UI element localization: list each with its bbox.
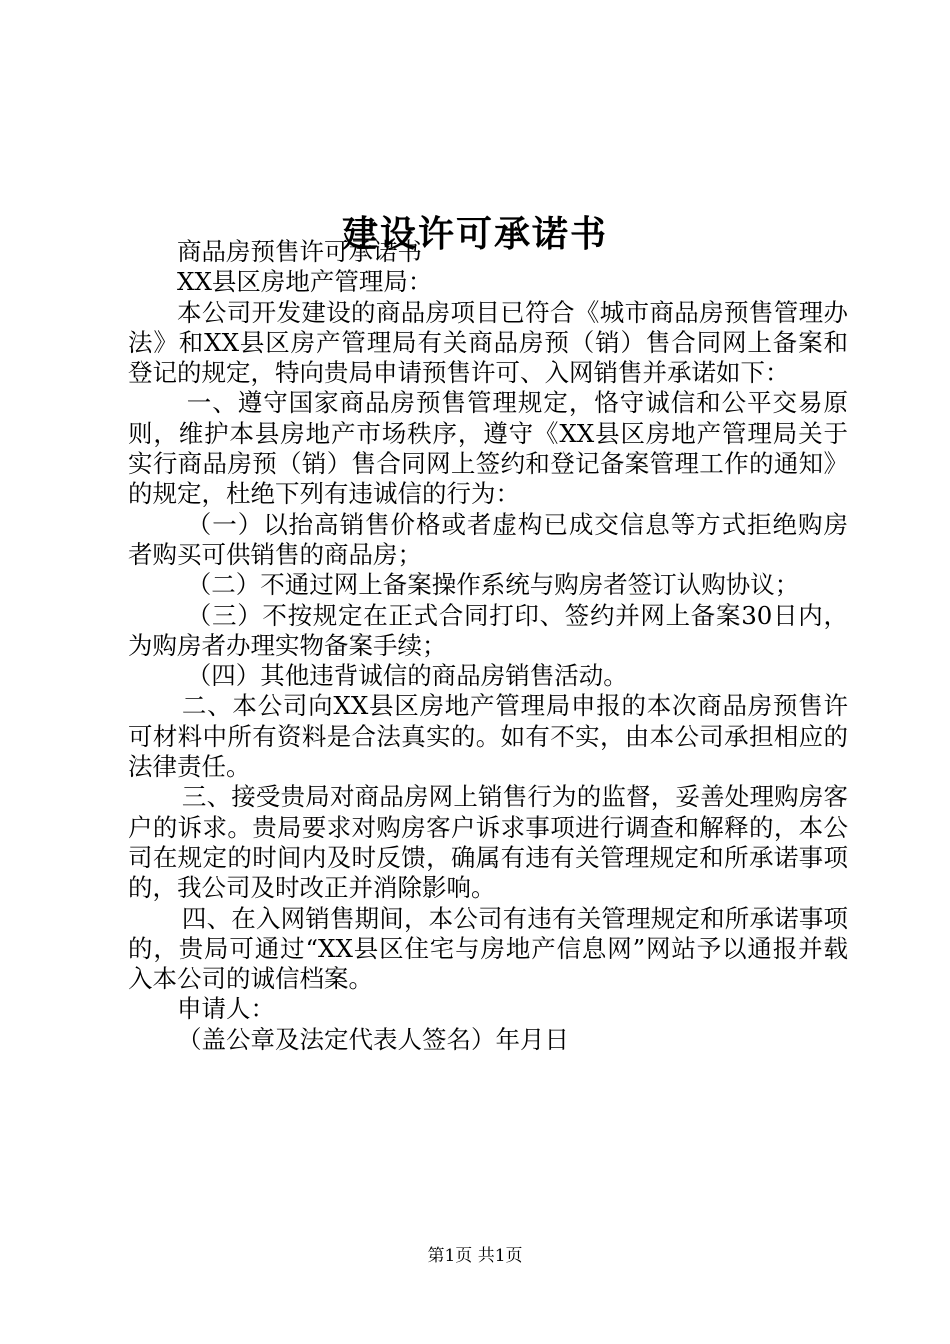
page-title: 建设许可承诺书 xyxy=(341,213,608,256)
paragraph-clause-1: 一、遵守国家商品房预售管理规定，恪守诚信和公平交易原则，维护本县房地产市场秩序，遵守《XX县区房地产管理局关于实行商品房预（销）售合同网上签约和登记备案管理工作的通知》的规定，杜绝下列有违诚信的行为： xyxy=(128,388,848,509)
paragraph-item-1: （一）以抬高销售价格或者虚构已成交信息等方式拒绝购房者购买可供销售的商品房； xyxy=(128,509,848,569)
document-body xyxy=(128,237,848,1055)
paragraph-intro: 本公司开发建设的商品房项目已符合《城市商品房预售管理办法》和XX县区房产管理局有关商品房预（销）售合同网上备案和登记的规定，特向贵局申请预售许可、入网销售并承诺如下： xyxy=(128,297,848,388)
page-footer: 第1页 共1页 xyxy=(427,1246,523,1266)
paragraph-clause-4: 四、在入网销售期间，本公司有违有关管理规定和所承诺事项的，贵局可通过“XX县区住宅与房地产信息网”网站予以通报并载入本公司的诚信档案。 xyxy=(128,903,848,994)
paragraph-item-3: （三）不按规定在正式合同打印、签约并网上备案30日内，为购房者办理实物备案手续； xyxy=(128,600,848,660)
paragraph-applicant: 申请人： xyxy=(177,994,275,1024)
paragraph-item-2: （二）不通过网上备案操作系统与购房者签订认购协议； xyxy=(186,570,800,600)
paragraph-subtitle: 商品房预售许可承诺书 xyxy=(177,237,422,266)
paragraph-clause-3: 三、接受贵局对商品房网上销售行为的监督，妥善处理购房客户的诉求。贵局要求对购房客户诉求事项进行调查和解释的，本公司在规定的时间内及时反馈，确属有违有关管理规定和所承诺事项的，我公司及时改正并消除影响。 xyxy=(128,782,848,903)
paragraph-signature-line: （盖公章及法定代表人签名）年月日 xyxy=(177,1024,569,1054)
paragraph-addressee: XX县区房地产管理局： xyxy=(177,267,433,297)
paragraph-clause-2: 二、本公司向XX县区房地产管理局申报的本次商品房预售许可材料中所有资料是合法真实的。如有不实，由本公司承担相应的法律责任。 xyxy=(128,691,848,782)
paragraph-item-4: （四）其他违背诚信的商品房销售活动。 xyxy=(186,661,628,691)
